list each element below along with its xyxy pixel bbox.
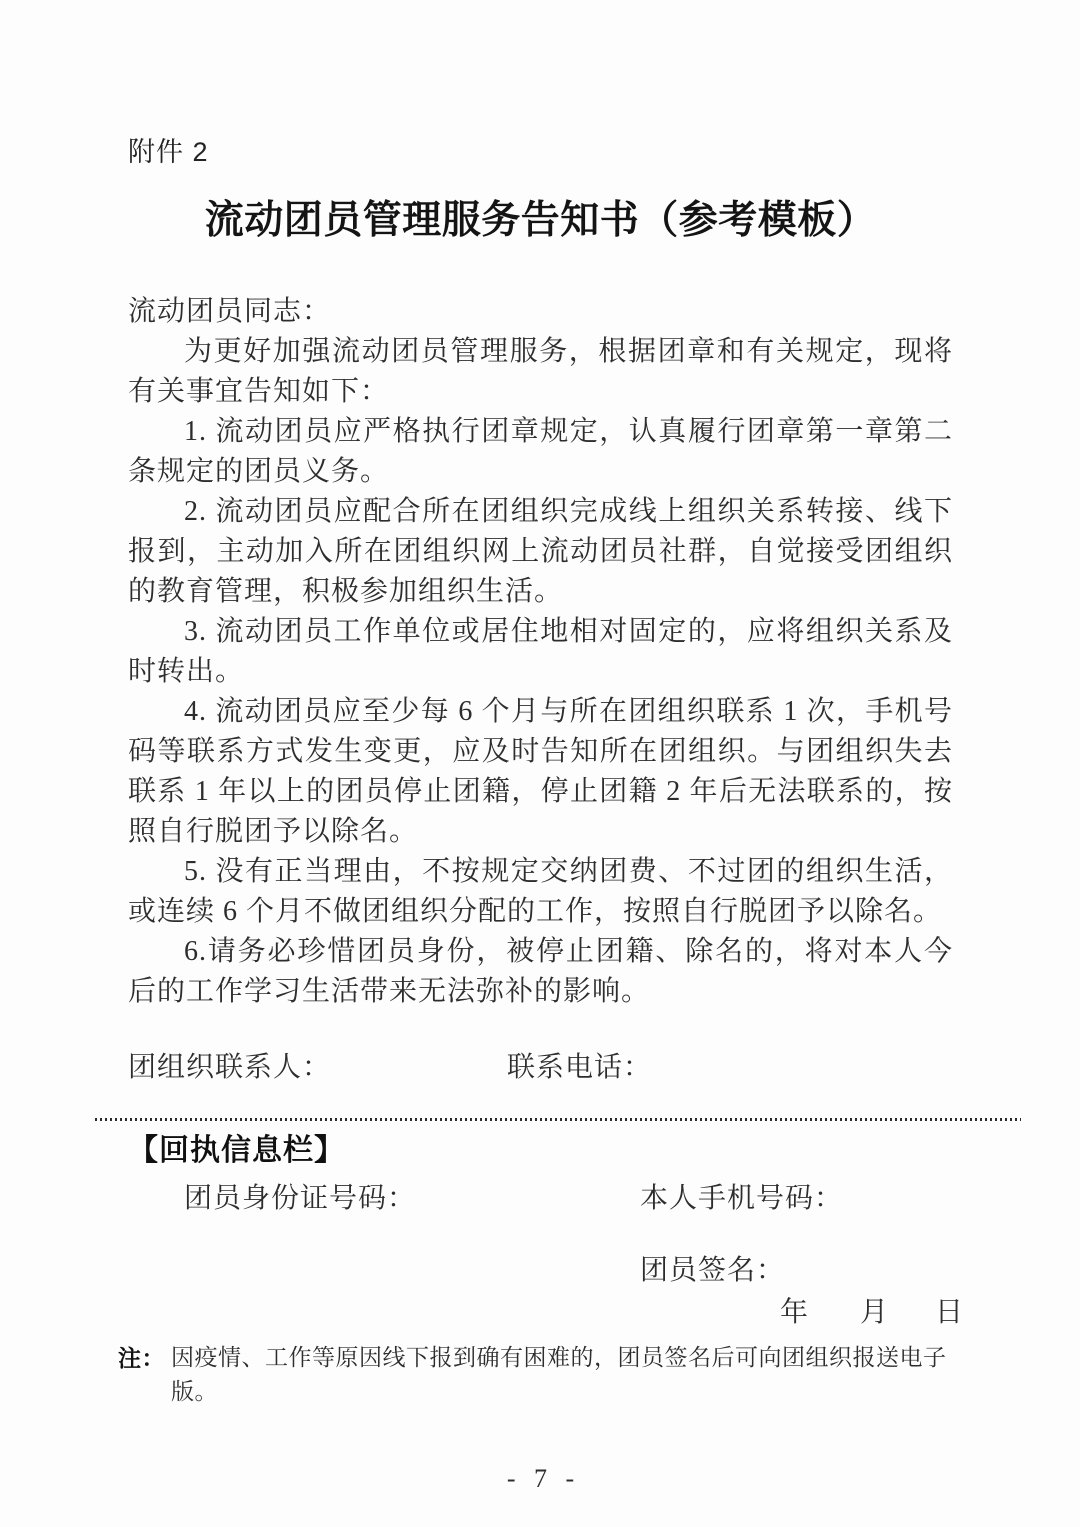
- member-signature-label: 团员签名：: [640, 1255, 786, 1286]
- attachment-label: 附件 2: [128, 137, 209, 167]
- contact-phone-label: 联系电话：: [507, 1052, 653, 1083]
- date-month-label: 月: [860, 1297, 890, 1328]
- list-item-3: 3. 流动团员工作单位或居住地相对固定的，应将组织关系及时转出。: [128, 616, 953, 687]
- page-title: 流动团员管理服务告知书（参考模板）: [204, 199, 877, 242]
- receipt-fields-row: [128, 1179, 953, 1219]
- id-number-label: 团员身份证号码：: [184, 1183, 417, 1214]
- mobile-number-label: 本人手机号码：: [640, 1183, 844, 1214]
- contact-row: [128, 1048, 953, 1088]
- list-item-4: 4. 流动团员应至少每 6 个月与所在团组织联系 1 次，手机号码等联系方式发生变更，应及时告知所在团组织。与团组织失去联系 1 年以上的团员停止团籍，停止团籍 2 年后无法联系的，按照自行脱团予以除名。: [128, 696, 953, 847]
- list-item-1: 1. 流动团员应严格执行团章规定，认真履行团章第一章第二条规定的团员义务。: [128, 416, 953, 487]
- intro-paragraph: 为更好加强流动团员管理服务，根据团章和有关规定，现将有关事宜告知如下：: [128, 336, 953, 407]
- org-contact-label: 团组织联系人：: [128, 1052, 332, 1083]
- footnote-text: 因疫情、工作等原因线下报到确有困难的，团员签名后可向团组织报送电子版。: [171, 1345, 947, 1404]
- list-item-6: 6.请务必珍惜团员身份，被停止团籍、除名的，将对本人今后的工作学习生活带来无法弥补的影响。: [128, 936, 953, 1007]
- document-content: [118, 0, 965, 1497]
- receipt-section-title: 【回执信息栏】: [128, 1134, 345, 1167]
- list-item-5: 5. 没有正当理由，不按规定交纳团费、不过团的组织生活，或连续 6 个月不做团组织分配的工作，按照自行脱团予以除名。: [128, 856, 953, 927]
- salutation-line: 流动团员同志：: [128, 296, 332, 327]
- list-item-2: 2. 流动团员应配合所在团组织完成线上组织关系转接、线下报到，主动加入所在团组织网上流动团员社群，自觉接受团组织的教育管理，积极参加组织生活。: [128, 496, 953, 607]
- footnote-prefix: 注：: [118, 1345, 165, 1371]
- document-body: [128, 292, 953, 1012]
- dotted-divider: [95, 1118, 1021, 1121]
- date-row: [128, 1293, 965, 1333]
- date-day-label: 日: [935, 1297, 965, 1328]
- date-year-label: 年: [780, 1297, 810, 1328]
- signature-row: [128, 1251, 953, 1291]
- footnote-row: [118, 1341, 953, 1409]
- page-number: - 7 -: [506, 1464, 575, 1493]
